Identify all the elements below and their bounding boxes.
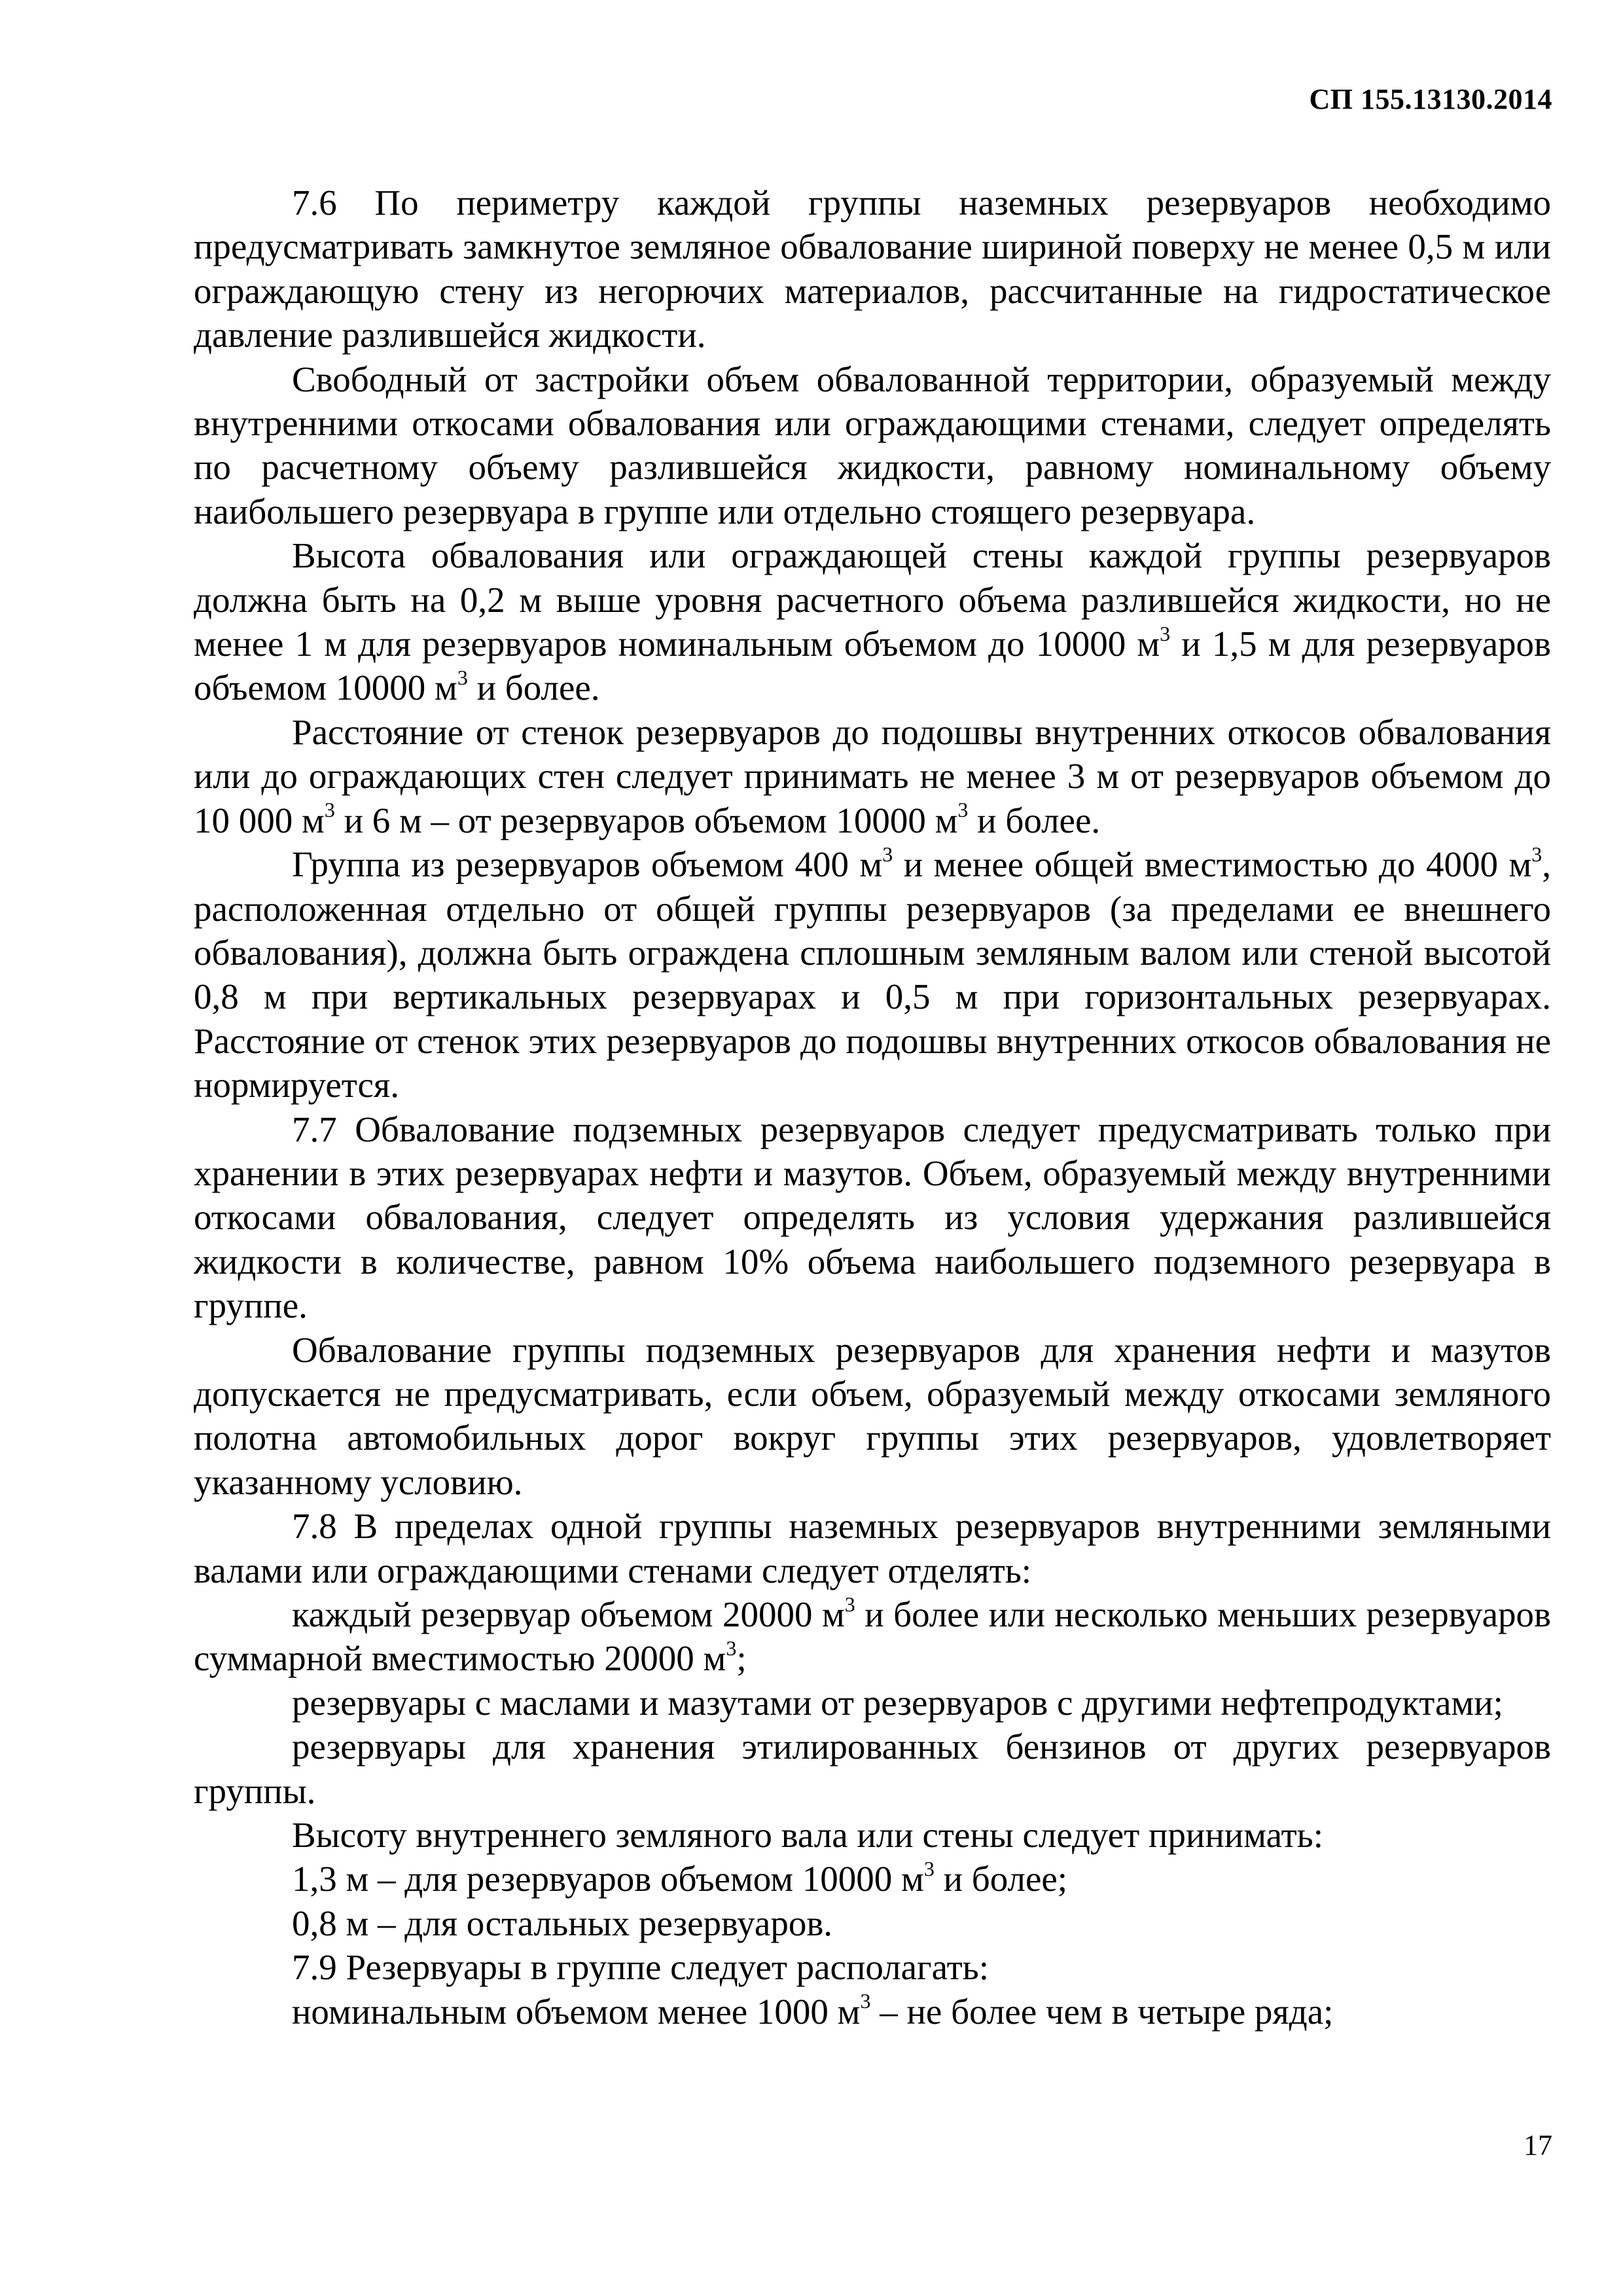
superscript: 3 [844,1592,855,1616]
paragraph-7-9 [194,1945,1551,1989]
superscript: 3 [1531,842,1543,866]
paragraph-text: 1,3 м – для резервуаров объемом 10000 м [292,1859,924,1899]
paragraph-text: номинальным объемом менее 1000 м [292,1991,861,2032]
superscript: 3 [324,798,335,822]
list-item-oil-tanks [194,1681,1551,1725]
paragraph-text: Свободный от застройки объем обвалованной территории, образуемый между внутренними откосами обвалования или ограждающими стенами, следует определять по расчетному объему разлившейся жидкости, равному номинальному объему наибольшего резервуара в группе или отдельно стоящего резервуара. [194,359,1551,531]
paragraph-text: Обвалование группы подземных резервуаров для хранения нефти и мазутов допускается не предусматривать, если объем, образуемый между откосами земляного полотна автомобильных дорог вокруг группы этих резервуаров, удовлетворяет указанному условию. [194,1329,1551,1502]
paragraph-text: Высота обвалования или ограждающей стены каждой группы резервуаров должна быть на 0,2 м выше уровня расчетного объема разлившейся жидкости, но не менее 1 м для резервуаров номинальным объемом до 10000 м [194,535,1551,664]
paragraph-text: каждый резервуар объемом 20000 м [292,1594,845,1634]
paragraph-text: и 1,5 м для резервуаров объемом 10000 м [194,624,1551,708]
paragraph-7-8 [194,1504,1551,1592]
paragraph-text: – не более чем в четыре ряда; [870,1991,1334,2032]
paragraph-embankment-height [194,533,1551,710]
document-code: СП 155.13130.2014 [1309,83,1552,115]
paragraph-text: и более. [467,668,600,708]
paragraph-text: резервуары для хранения этилированных бензинов от других резервуаров группы. [194,1727,1551,1811]
paragraph-7-6 [194,181,1551,357]
paragraph-text: 0,8 м – для остальных резервуаров. [292,1903,833,1943]
paragraph-distance [194,710,1551,842]
paragraph-text: и менее общей вместимостью до 4000 м [893,844,1532,885]
paragraph-inner-height [194,1813,1551,1857]
paragraph-text: Расстояние от стенок резервуаров до подошвы внутренних откосов обвалования или до ограждающих стен следует принимать не менее 3 м от резервуаров объемом до 10 000 м [194,711,1551,840]
superscript: 3 [923,1857,935,1881]
paragraph-text: резервуары с маслами и мазутами от резервуаров с другими нефтепродуктами; [292,1682,1503,1723]
paragraph-text: 7.6 По периметру каждой группы наземных резервуаров необходимо предусматривать замкнутое земляное обвалование шириной поверху не менее 0,5 м или ограждающую стену из негорючих материалов, рассчитанные на гидростатическое давление разлившейся жидкости. [194,183,1551,355]
paragraph-7-7 [194,1107,1551,1328]
paragraph-text: и 6 м – от резервуаров объемом 10000 м [334,800,958,840]
paragraph-text: и более; [934,1859,1068,1899]
superscript: 3 [726,1636,737,1660]
list-item-leaded-gasoline [194,1725,1551,1813]
paragraph-text: 7.7 Обвалование подземных резервуаров следует предусматривать только при хранении в этих резервуарах нефти и мазутов. Объем, образуемый между внутренними откосами обвалования, следует определять из условия удержания разлившейся жидкости в количестве, равном 10% объема наибольшего подземного резервуара в группе. [194,1109,1551,1326]
list-item-1-3m [194,1857,1551,1901]
paragraph-text: 7.8 В пределах одной группы наземных резервуаров внутренними земляными валами или ограждающими стенами следует отделять: [194,1506,1551,1590]
document-body [194,181,1551,2034]
superscript: 3 [882,842,893,866]
superscript: 3 [457,666,468,690]
list-item-four-rows [194,1990,1551,2034]
superscript: 3 [860,1989,871,2013]
superscript: 3 [1160,621,1171,645]
superscript: 3 [957,798,969,822]
list-item-each-tank [194,1592,1551,1681]
paragraph-text: и более. [968,800,1101,840]
paragraph-free-volume [194,357,1551,534]
paragraph-underground-group [194,1328,1551,1505]
paragraph-text: и более или несколько меньших резервуаров суммарной вместимостью 20000 м [194,1594,1551,1679]
paragraph-text: Группа из резервуаров объемом 400 м [292,844,883,885]
paragraph-small-group [194,842,1551,1107]
page-number: 17 [1524,2129,1552,2161]
paragraph-text: , расположенная отдельно от общей группы резервуаров (за пределами ее внешнего обвалования), должна быть ограждена сплошным земляным валом или стеной высотой 0,8 м при вертикальных резервуарах и 0,5 м при горизонтальных резервуарах. Расстояние от стенок этих резервуаров до подошвы внутренних откосов обвалования не нормируется. [194,844,1551,1105]
paragraph-text: Высоту внутреннего земляного вала или стены следует принимать: [292,1815,1324,1856]
paragraph-text: ; [736,1638,747,1679]
paragraph-text: 7.9 Резервуары в группе следует располагать: [292,1947,989,1988]
list-item-0-8m [194,1901,1551,1945]
